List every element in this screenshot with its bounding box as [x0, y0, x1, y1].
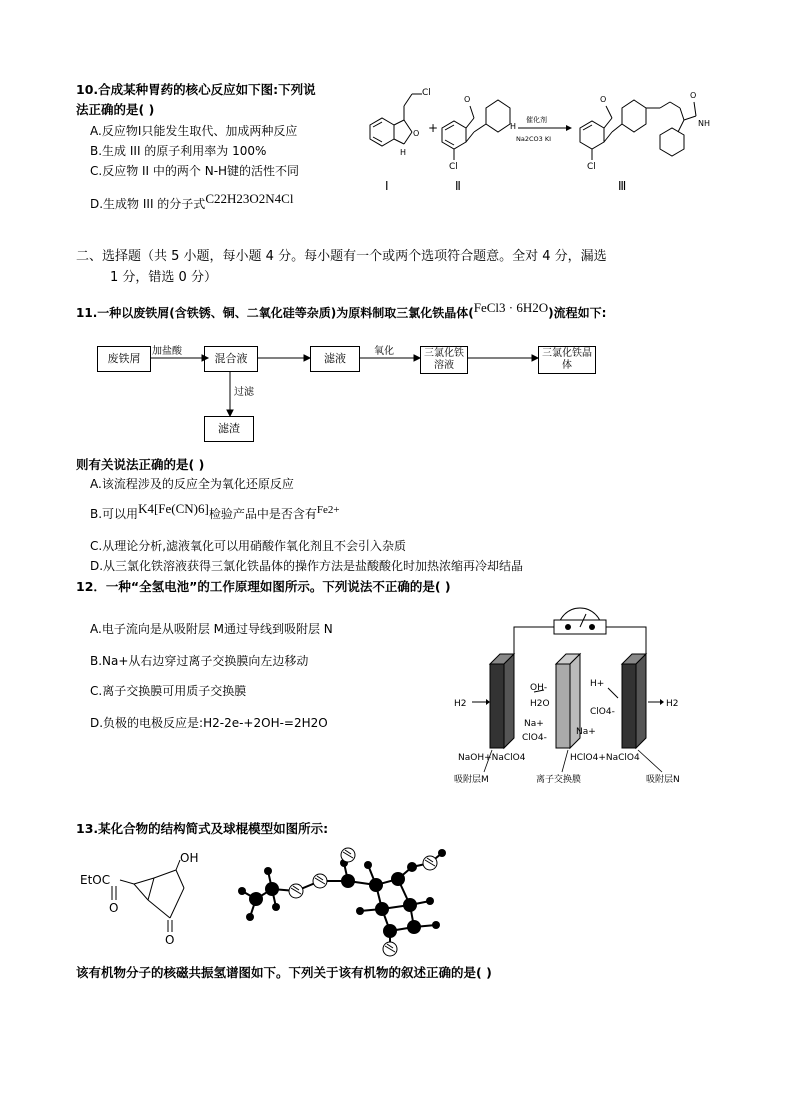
- electrolyte-right-label: HClO4+NaClO4: [570, 753, 640, 763]
- compound-i-cl: Cl: [422, 88, 431, 98]
- compound-ii-o: O: [464, 95, 471, 104]
- q10-option-a: A.反应物Ⅰ只能发生取代、加成两种反应: [90, 124, 298, 138]
- q11-option-b: [90, 501, 340, 522]
- q11-option-b-prefix: B.可以用: [90, 507, 139, 521]
- q11-stem-prefix: 11.一种以废铁屑(含铁锈、铜、二氧化硅等杂质)为原料制取三氯化铁晶体(: [76, 306, 474, 320]
- flow-arrows: [90, 330, 610, 450]
- compound-label-i: Ⅰ: [385, 179, 389, 193]
- q11-option-b-formula: K4[Fe(CN)6]: [138, 501, 209, 516]
- q11-option-d: D.从三氯化铁溶液获得三氯化铁晶体的操作方法是盐酸酸化时加热浓缩再冷却结晶: [90, 559, 524, 573]
- q12-option-b: B.Na+从右边穿过离子交换膜向左边移动: [90, 654, 309, 668]
- q11-option-b-middle: 检验产品中是否含有: [208, 507, 317, 521]
- compound-ii-nh: H: [510, 122, 517, 131]
- clo4-right-label: ClO4-: [590, 707, 615, 717]
- plus-sign: +: [428, 121, 439, 135]
- flow-arrow-label-filter: 过滤: [234, 387, 254, 398]
- ammeter-icon: [554, 608, 606, 634]
- flow-box-residue: 滤渣: [204, 416, 254, 442]
- na-left-label: Na+: [524, 719, 544, 729]
- reaction-reagents: Na2CO3 KI: [516, 135, 552, 143]
- membrane-label: 离子交换膜: [536, 775, 582, 785]
- q12-option-d: D.负极的电极反应是:H2-2e-+2OH-=2H2O: [90, 716, 328, 730]
- compound-iii-nh: NH: [698, 119, 710, 128]
- flow-arrow-label-oxidize: 氧化: [374, 346, 394, 357]
- q11-stem-suffix: )流程如下:: [548, 306, 607, 320]
- q10-stem-line2: 法正确的是( ): [76, 102, 155, 117]
- hydrogen-battery-diagram: [450, 600, 700, 790]
- q13-ball-stick-model: [220, 835, 460, 960]
- flow-box-fecl3-solution: 三氯化铁溶液: [420, 346, 468, 374]
- q13-oh-label: OH: [180, 851, 199, 865]
- na-mid-label: Na+: [576, 727, 596, 737]
- flow-box-fecl3-crystal: 三氯化铁晶体: [538, 346, 596, 374]
- q10-stem-line1: 10.合成某种胃药的核心反应如下图:下列说: [76, 82, 316, 97]
- compound-i-h: H: [400, 148, 407, 157]
- oh-ion-label: OH-: [530, 683, 548, 693]
- h2-right-label: H2: [666, 699, 679, 709]
- q11-option-b-ion: Fe2+: [316, 504, 340, 516]
- q11-option-c: C.从理论分析,滤液氧化可以用硝酸作氧化剂且不会引入杂质: [90, 539, 407, 553]
- q12-option-a: A.电子流向是从吸附层 M通过导线到吸附层 N: [90, 622, 333, 636]
- q11-option-a: A.该流程涉及的反应全为氧化还原反应: [90, 477, 294, 491]
- flow-arrow-label-hcl: 加盐酸: [152, 346, 182, 357]
- compound-iii-structure: [580, 100, 696, 160]
- q10-option-d: [90, 191, 294, 212]
- q10-option-b: B.生成 III 的原子利用率为 100%: [90, 144, 267, 158]
- electrode-n: [622, 654, 646, 748]
- reaction-catalyst: 催化剂: [526, 116, 547, 124]
- q11-stem-formula: FeCl3 · 6H2O: [473, 300, 549, 315]
- clo4-left-label: ClO4-: [522, 733, 547, 743]
- compound-iii-cl: Cl: [587, 162, 596, 172]
- q10-option-d-formula: C22H23O2N4Cl: [205, 191, 294, 206]
- compound-iii-o1: O: [600, 95, 607, 104]
- compound-iii-o2: O: [690, 91, 697, 100]
- layer-n-label: 吸附层N: [646, 775, 680, 785]
- compound-i-o: O: [413, 129, 420, 138]
- section2-heading-line2: 1 分，错选 0 分）: [110, 270, 217, 285]
- compound-ii-structure: [442, 100, 510, 160]
- compound-ii-cl: Cl: [449, 162, 458, 172]
- q11-question: 则有关说法正确的是( ): [76, 457, 205, 472]
- compound-label-iii: Ⅲ: [618, 179, 627, 193]
- compound-label-ii: Ⅱ: [455, 179, 461, 193]
- q10-reaction-scheme: [360, 80, 720, 195]
- compound-i-structure: [370, 94, 422, 146]
- flow-box-scrap-iron: 废铁屑: [97, 346, 151, 372]
- q10-option-c: C.反应物 II 中的两个 N-H键的活性不同: [90, 164, 300, 178]
- q13-ester-o-label: O: [109, 901, 119, 915]
- layer-m-label: 吸附层M: [454, 775, 489, 785]
- q13-structural-formula: [76, 848, 216, 953]
- q13-question: 该有机物分子的核磁共振氢谱图如下。下列关于该有机物的叙述正确的是( ): [76, 965, 492, 980]
- h-plus-label: H+: [590, 679, 605, 689]
- q13-etoc-label: EtOC: [80, 873, 111, 887]
- h2o-label: H2O: [530, 699, 550, 709]
- flow-box-filtrate: 滤液: [310, 346, 360, 372]
- q12-stem: 12．一种“全氢电池”的工作原理如图所示。下列说法不正确的是( ): [76, 579, 451, 594]
- h2-left-label: H2: [454, 699, 467, 709]
- q13-stem: 13.某化合物的结构简式及球棍模型如图所示:: [76, 821, 329, 836]
- section2-heading-line1: 二、选择题（共 5 小题，每小题 4 分。每小题有一个或两个选项符合题意。全对 4 分，漏选: [76, 249, 607, 264]
- electrolyte-left-label: NaOH+NaClO4: [458, 753, 526, 763]
- q11-stem: [76, 300, 607, 321]
- q12-option-c: C.离子交换膜可用质子交换膜: [90, 684, 247, 698]
- model-atoms: [238, 849, 446, 938]
- electrode-m: [490, 654, 514, 748]
- q13-ketone-o-label: O: [165, 933, 175, 947]
- flow-box-mixture: 混合液: [204, 346, 258, 372]
- q10-option-d-prefix: D.生成物 III 的分子式: [90, 197, 206, 211]
